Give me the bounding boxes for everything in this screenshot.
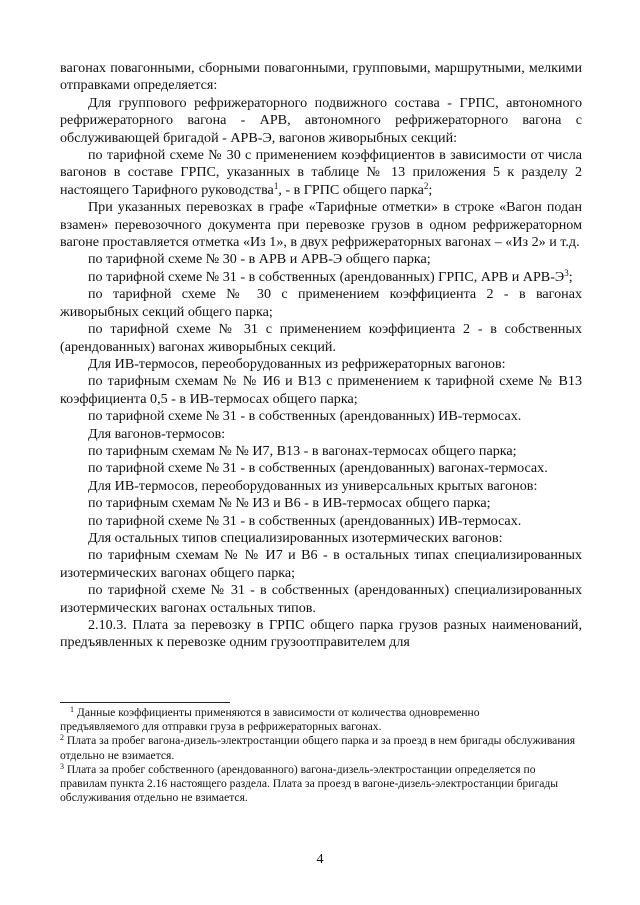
paragraph-p16 — [60, 495, 582, 512]
paragraph-text: по тарифным схемам № № И7 и В6 - в остальных типах специализированных изотермических вагонах общего парка; — [60, 547, 582, 581]
paragraph-text: по тарифным схемам № № И6 и В13 с применением к тарифной схеме № В13 коэффициента 0,5 - в ИВ-термосах общего парка; — [60, 373, 582, 407]
paragraph-p06 — [60, 269, 582, 286]
footnote-ref: 1 — [273, 180, 279, 191]
footnote-line — [60, 734, 582, 762]
paragraph-p08 — [60, 321, 582, 356]
paragraph-p01 — [60, 60, 582, 95]
footnote-separator — [60, 702, 230, 703]
footnote-ref: 2 — [423, 180, 429, 191]
paragraph-text: по тарифной схеме № 31 - в собственных (арендованных) ГРПС, АРВ и АРВ-Э — [88, 268, 565, 285]
paragraph-p14 — [60, 460, 582, 477]
paragraph-text-tail: , - в ГРПС общего парка — [278, 181, 424, 198]
paragraph-p21 — [60, 617, 582, 652]
main-text — [60, 60, 582, 652]
paragraph-p15 — [60, 478, 582, 495]
paragraph-p11 — [60, 408, 582, 425]
paragraph-text-tail: ; — [428, 181, 433, 198]
footnote-line — [60, 706, 582, 720]
paragraph-text: по тарифным схемам № № И7, В13 - в вагонах-термосах общего парка; — [88, 442, 517, 459]
paragraph-text: по тарифной схеме № 31 с применением коэффициента 2 - в собственных (арендованных) вагонах живорыбных секций. — [60, 321, 582, 355]
footnote-text: предъявляемого для отправки груза в рефрижераторных вагонах. — [60, 720, 382, 734]
footnote-text: Плата за пробег вагона-дизель-электростанции общего парка и за проезд в нем бригады обслуживания отдельно не взимается. — [60, 734, 576, 762]
paragraph-text: по тарифной схеме № 30 - в АРВ и АРВ-Э общего парка; — [88, 251, 431, 268]
paragraph-p02 — [60, 95, 582, 147]
paragraph-p12 — [60, 426, 582, 443]
footnote-line — [60, 763, 582, 806]
paragraph-p20 — [60, 582, 582, 617]
footnote-fn1 — [60, 706, 582, 734]
paragraph-p05 — [60, 251, 582, 268]
paragraph-text: 2.10.3. Плата за перевозку в ГРПС общего парка грузов разных наименований, предъявленных к перевозке одним грузоотправителем для — [60, 617, 582, 651]
page-number: 4 — [316, 852, 324, 867]
footnote-ref: 3 — [564, 267, 569, 278]
footnote-fn3 — [60, 763, 582, 806]
footnote-mark: 1 — [70, 705, 74, 714]
paragraph-text: Для вагонов-термосов: — [88, 425, 226, 442]
paragraph-text: по тарифной схеме № 30 с применением коэффициентов в зависимости от числа вагонов в составе ГРПС, указанных в таблице № 13 приложения 5 к разделу 2 настоящего Тарифного руководства — [60, 147, 582, 198]
paragraph-text: по тарифным схемам № № И3 и В6 - в ИВ-термосах общего парка; — [88, 495, 491, 512]
paragraph-text: по тарифной схеме № 31 - в собственных (арендованных) ИВ-термосах. — [88, 512, 522, 529]
footnote-text: Данные коэффициенты применяются в зависимости от количества одновременно — [76, 706, 480, 719]
footnote-mark: 3 — [60, 761, 64, 771]
footnotes — [60, 706, 582, 805]
paragraph-p19 — [60, 547, 582, 582]
paragraph-p18 — [60, 530, 582, 547]
paragraph-text: по тарифной схеме № 30 с применением коэффициента 2 - в вагонах живорыбных секций общего парка; — [60, 286, 582, 320]
footnote-text: Плата за пробег собственного (арендованного) вагона-дизель-электростанции определяется по правилам пункта 2.16 настоящего раздела. Плата за проезд в вагоне-дизель-электростанции бригады обслуживания отдельно не взимается. — [60, 762, 559, 805]
paragraph-text: по тарифной схеме № 31 - в собственных (арендованных) специализированных изотермических вагонах остальных типов. — [60, 582, 582, 616]
footnote-fn2 — [60, 734, 582, 762]
paragraph-text: вагонах повагонными, сборными повагонными, групповыми, маршрутными, мелкими отправками определяется: — [60, 60, 582, 94]
paragraph-p13 — [60, 443, 582, 460]
paragraph-p04 — [60, 199, 582, 251]
paragraph-text: по тарифной схеме № 31 - в собственных (арендованных) вагонах-термосах. — [88, 460, 548, 477]
paragraph-p17 — [60, 513, 582, 530]
paragraph-p03 — [60, 147, 582, 199]
paragraph-text: При указанных перевозках в графе «Тарифные отметки» в строке «Вагон подан взамен» перевозочного документа при перевозке грузов в одном рефрижераторном вагоне проставляется отметка «Из 1», в двух рефрижераторных вагонах – «Из 2» и т.д. — [60, 199, 582, 251]
footnote-mark: 2 — [60, 733, 64, 743]
paragraph-p09 — [60, 356, 582, 373]
paragraph-text: Для ИВ-термосов, переоборудованных из рефрижераторных вагонов: — [88, 355, 506, 372]
footnote-line — [60, 720, 582, 734]
paragraph-text: Для группового рефрижераторного подвижного состава - ГРПС, автономного рефрижераторного вагона - АРВ, автономного рефрижераторного вагона с обслуживающей бригадой - АРВ-Э, вагонов живорыбных секций: — [60, 94, 582, 146]
paragraph-p10 — [60, 373, 582, 408]
paragraph-p07 — [60, 286, 582, 321]
paragraph-text-tail: ; — [568, 268, 573, 285]
paragraph-text: Для ИВ-термосов, переоборудованных из универсальных крытых вагонов: — [88, 477, 538, 494]
paragraph-text: Для остальных типов специализированных изотермических вагонов: — [88, 529, 503, 546]
paragraph-text: по тарифной схеме № 31 - в собственных (арендованных) ИВ-термосах. — [88, 408, 522, 425]
